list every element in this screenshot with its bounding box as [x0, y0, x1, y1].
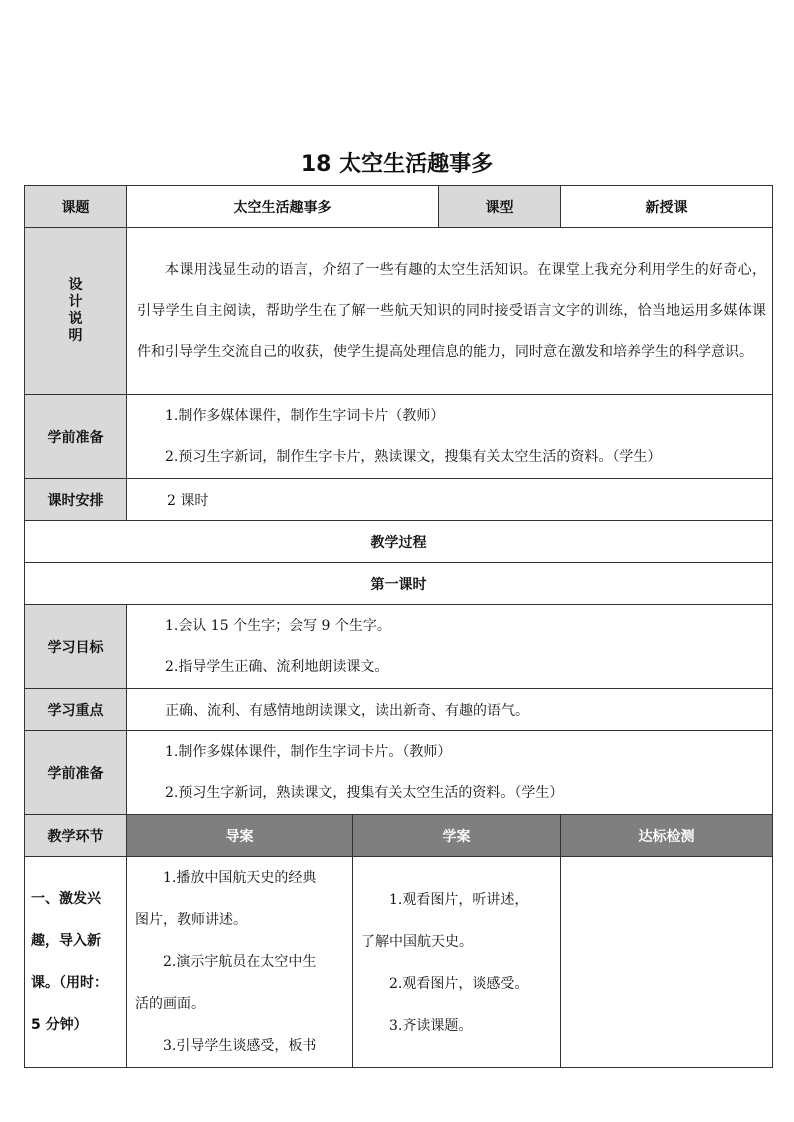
focus-label: 学习重点	[25, 689, 127, 731]
schedule-row	[25, 479, 773, 521]
lesson1-row	[25, 563, 773, 605]
design-label: 设计说明	[68, 277, 83, 344]
design-row	[25, 228, 773, 395]
stage1-guide-line: 1.播放中国航天史的经典	[163, 870, 317, 886]
stage1-study-line: 3.齐读课题。	[389, 1018, 473, 1034]
design-text-cell	[127, 228, 773, 395]
stage1-study	[353, 857, 561, 1068]
goals-label: 学习目标	[25, 605, 127, 689]
prep2-row	[25, 731, 773, 815]
col-study: 学案	[353, 815, 561, 857]
stage1-row	[25, 857, 773, 1068]
design-text: 本课用浅显生动的语言，介绍了一些有趣的太空生活知识。在课堂上我充分利用学生的好奇心，引导学生自主阅读，帮助学生在了解一些航天知识的同时接受语言文字的训练，恰当地运用多媒体课件和引导学生交流自己的收获，使学生提高处理信息的能力，同时意在激发和培养学生的科学意识。	[137, 261, 766, 360]
stage1-name	[25, 857, 127, 1068]
stage1-check	[561, 857, 773, 1068]
topic-label: 课题	[25, 186, 127, 228]
stage1-name-line: 5 分钟）	[31, 1017, 88, 1033]
goals-items	[127, 605, 773, 689]
process-label: 教学过程	[25, 521, 773, 563]
page-title: 18 太空生活趣事多	[300, 152, 494, 177]
stage1-guide-line: 图片，教师讲述。	[135, 912, 247, 928]
stage1-name-line: 一、激发兴	[31, 891, 101, 907]
prep-item: 2.预习生字新词，制作生字卡片，熟读课文，搜集有关太空生活的资料。（学生）	[165, 448, 662, 465]
lesson1-label: 第一课时	[25, 563, 773, 605]
topic-value: 太空生活趣事多	[127, 186, 439, 228]
focus-row	[25, 689, 773, 731]
col-check: 达标检测	[561, 815, 773, 857]
prep2-items	[127, 731, 773, 815]
type-value: 新授课	[561, 186, 773, 228]
prep-label: 学前准备	[25, 395, 127, 479]
prep-items	[127, 395, 773, 479]
prep-item: 1.制作多媒体课件，制作生字词卡片（教师）	[165, 407, 445, 424]
prep2-label: 学前准备	[25, 731, 127, 815]
design-label-cell	[25, 228, 127, 395]
stage1-study-line: 1.观看图片，听讲述，	[389, 892, 529, 908]
stage1-guide-line: 3.引导学生谈感受，板书	[163, 1038, 317, 1054]
prep2-item: 1.制作多媒体课件，制作生字词卡片。（教师）	[165, 743, 452, 760]
type-label: 课型	[439, 186, 561, 228]
stage1-name-line: 课。（用时：	[31, 975, 108, 991]
schedule-label: 课时安排	[25, 479, 127, 521]
stage1-guide	[127, 857, 353, 1068]
goal-item: 2.指导学生正确、流利地朗读课文。	[165, 658, 389, 675]
col-guide: 导案	[127, 815, 353, 857]
goals-row	[25, 605, 773, 689]
focus-value: 正确、流利、有感情地朗读课文，读出新奇、有趣的语气。	[127, 689, 773, 731]
stage1-study-line: 了解中国航天史。	[361, 934, 473, 950]
stage1-study-line: 2.观看图片，谈感受。	[389, 976, 529, 992]
process-row	[25, 521, 773, 563]
prep2-item: 2.预习生字新词，熟读课文，搜集有关太空生活的资料。（学生）	[165, 784, 564, 801]
columns-row	[25, 815, 773, 857]
goal-item: 1.会认 15 个生字；会写 9 个生字。	[165, 617, 391, 634]
schedule-value: 2 课时	[127, 479, 773, 521]
stage1-guide-line: 活的画面。	[135, 996, 205, 1012]
header-row	[25, 186, 773, 228]
col-stage: 教学环节	[25, 815, 127, 857]
stage1-guide-line: 2.演示宇航员在太空中生	[163, 954, 317, 970]
prep-row	[25, 395, 773, 479]
stage1-name-line: 趣，导入新	[31, 933, 101, 949]
lesson-plan-table	[24, 185, 773, 1068]
